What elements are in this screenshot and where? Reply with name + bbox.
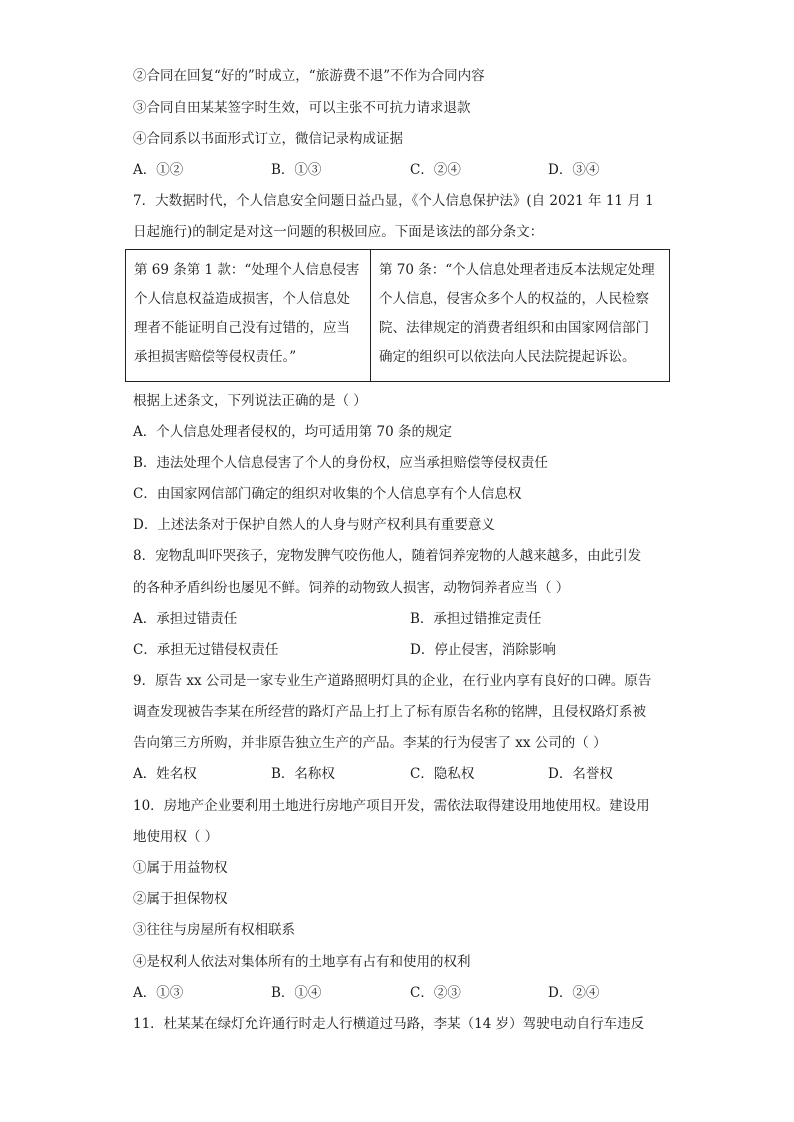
q8-option-c: C．承担无过错侵权责任 bbox=[133, 642, 279, 658]
q10-statement-1: ①属于用益物权 bbox=[133, 860, 228, 876]
q8-option-b: B．承担过错推定责任 bbox=[410, 611, 542, 627]
q6-statement-3: ③合同自田某某签字时生效，可以主张不可抗力请求退款 bbox=[133, 100, 471, 116]
article-70-cell bbox=[371, 250, 669, 381]
law-articles-table bbox=[125, 249, 670, 382]
q8-stem-line-1: 8．宠物乱叫吓哭孩子，宠物发脾气咬伤他人，随着饲养宠物的人越来越多，由此引发 bbox=[133, 548, 642, 564]
q7-option-b: B．违法处理个人信息侵害了个人的身份权，应当承担赔偿等侵权责任 bbox=[133, 455, 548, 471]
article-69-line: 第 69 条第 1 款：“处理个人信息侵害 bbox=[134, 262, 360, 278]
q6-option-a: A．①② bbox=[133, 162, 184, 178]
q6-statement-4: ④合同系以书面形式订立，微信记录构成证据 bbox=[133, 131, 403, 147]
q6-option-d: D．③④ bbox=[548, 162, 600, 178]
article-70-line: 个人信息，侵害众多个人的权益的，人民检察 bbox=[379, 291, 649, 307]
q9-option-d: D．名誉权 bbox=[548, 766, 613, 782]
article-69-cell bbox=[126, 250, 371, 381]
q7-option-a: A．个人信息处理者侵权的，均可适用第 70 条的规定 bbox=[133, 424, 453, 440]
q8-stem-line-2: 的各种矛盾纠纷也屡见不鲜。饲养的动物致人损害，动物饲养者应当（ ） bbox=[133, 580, 570, 596]
q10-statement-3: ③往往与房屋所有权相联系 bbox=[133, 922, 295, 938]
article-70-line: 确定的组织可以依法向人民法院提起诉讼。 bbox=[379, 349, 636, 365]
q6-option-c: C．②④ bbox=[410, 162, 461, 178]
q9-stem-line-2: 调查发现被告李某在所经营的路灯产品上打上了标有原告名称的铭牌，且侵权路灯系被 bbox=[133, 704, 646, 720]
q10-statement-2: ②属于担保物权 bbox=[133, 891, 228, 907]
q9-stem-line-1: 9．原告 xx 公司是一家专业生产道路照明灯具的企业，在行业内享有良好的口碑。原告 bbox=[133, 673, 652, 689]
q10-option-c: C．②③ bbox=[410, 985, 461, 1001]
article-69-line: 承担损害赔偿等侵权责任。” bbox=[134, 349, 297, 365]
q7-option-c: C．由国家网信部门确定的组织对收集的个人信息享有个人信息权 bbox=[133, 486, 522, 502]
article-70-line: 院、法律规定的消费者组织和由国家网信部门 bbox=[379, 320, 649, 336]
article-69-line: 理者不能证明自己没有过错的，应当 bbox=[134, 320, 350, 336]
q9-option-c: C．隐私权 bbox=[410, 766, 475, 782]
q9-option-b: B．名称权 bbox=[271, 766, 335, 782]
q10-option-b: B．①④ bbox=[271, 985, 322, 1001]
q8-option-a: A．承担过错责任 bbox=[133, 611, 238, 627]
q7-option-d: D．上述法条对于保护自然人的人身与财产权利具有重要意义 bbox=[133, 517, 495, 533]
q9-stem-line-3: 告向第三方所购，并非原告独立生产的产品。李某的行为侵害了 xx 公司的（ ） bbox=[133, 735, 607, 751]
q7-stem-line-2: 日起施行)的制定是对这一问题的积极回应。下面是该法的部分条文： bbox=[133, 224, 544, 240]
q11-stem-line-1: 11．杜某某在绿灯允许通行时走人行横道过马路，李某（14 岁）驾驶电动自行车违反 bbox=[133, 1016, 645, 1032]
q6-option-b: B．①③ bbox=[271, 162, 322, 178]
q8-option-d: D．停止侵害，消除影响 bbox=[410, 642, 556, 658]
q10-statement-4: ④是权利人依法对集体所有的土地享有占有和使用的权利 bbox=[133, 954, 471, 970]
q10-option-d: D．②④ bbox=[548, 985, 600, 1001]
q6-statement-2: ②合同在回复“好的”时成立，“旅游费不退”不作为合同内容 bbox=[133, 68, 485, 84]
article-70-line: 第 70 条：“个人信息处理者违反本法规定处理 bbox=[379, 262, 655, 278]
q7-stem-line-1: 7．大数据时代，个人信息安全问题日益凸显，《个人信息保护法》(自 2021 年 11 月 1 bbox=[133, 193, 654, 209]
q10-stem-line-2: 地使用权（ ） bbox=[133, 829, 219, 845]
article-69-line: 个人信息权益造成损害，个人信息处 bbox=[134, 291, 350, 307]
q10-option-a: A．①③ bbox=[133, 985, 184, 1001]
q10-stem-line-1: 10．房地产企业要利用土地进行房地产项目开发，需依法取得建设用地使用权。建设用 bbox=[133, 798, 650, 814]
q7-question: 根据上述条文，下列说法正确的是（ ） bbox=[133, 393, 367, 409]
q9-option-a: A．姓名权 bbox=[133, 766, 197, 782]
